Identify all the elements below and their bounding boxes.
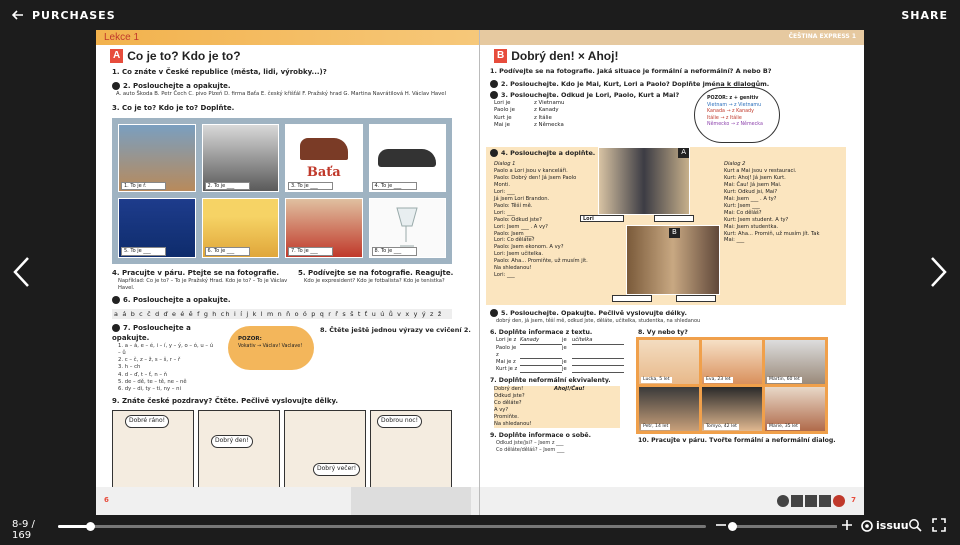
photo-b-informal [626, 225, 720, 295]
dialog-title: Dialog 2 [724, 161, 746, 168]
person-photo [765, 387, 825, 431]
page-title [494, 48, 864, 64]
cell [520, 345, 562, 359]
pozor-line: Kanada → z Kanady [707, 109, 754, 115]
exercise-2-label: 2. Poslouchejte. Kdo je Mai, Kurt, Lori a Paolo? Doplňte jména k dialogům. [501, 79, 770, 88]
page-indicator: 8-9 / 169 [12, 519, 35, 541]
speech-bubble: Dobrý den! [211, 435, 253, 447]
cell: z Vietnamu [534, 100, 565, 107]
photo-navratilova [285, 198, 363, 257]
series-label: ČEŠTINA EXPRESS 1 [788, 33, 856, 41]
listen-icon [777, 495, 789, 507]
speak-icon [833, 495, 845, 507]
cell: je [562, 345, 567, 352]
exercise-9: 9. Znáte české pozdravy? Čtěte. Pečlivě vyslovujte dělky. [112, 397, 339, 406]
person-caption: Eva, 23 let [706, 377, 731, 383]
exercise-7-line: 6. dy – di, ty – ti, ny – ni [118, 385, 181, 392]
dialog-line: Mai: ___ [724, 237, 745, 244]
grammar-icon [819, 495, 831, 507]
dialog-line: Paolo: Jsem ekonom. A vy? [494, 244, 564, 251]
search-button[interactable] [906, 518, 924, 536]
exercise-8: 8. Vy nebo ty? [638, 328, 688, 336]
dialog-line: Lori: ___ [494, 209, 515, 216]
photo-prague-castle [118, 124, 196, 193]
cell: z Itálie [534, 114, 552, 121]
exercise-5: 5. Podívejte se na fotografie. Reagujte. [298, 268, 454, 277]
dialog-line: Paolo: Dobrý den! Já jsem Paolo Monti. [494, 175, 577, 189]
cell [554, 393, 620, 400]
dialog-line: Lori: Jsem ___ . A vy? [494, 223, 548, 230]
person-photo [639, 387, 699, 431]
person-caption: Marie, 35 let [769, 424, 798, 430]
read-icon [791, 495, 803, 507]
fullscreen-icon [932, 518, 946, 532]
pozor-line: Vietnam → z Vietnamu [707, 102, 762, 108]
cell [554, 414, 620, 421]
cell [554, 421, 620, 428]
cell: je [562, 366, 567, 373]
tile-caption: 2. To je ___ [205, 182, 250, 191]
lower-right [636, 329, 850, 454]
dialog-line: Mai: Co děláš? [724, 209, 762, 216]
minus-icon [715, 519, 727, 531]
cell: Paolo je [494, 107, 515, 114]
dialog-line: Mai: Jsem studentka. [724, 223, 779, 230]
exercise-9: 9. Doplňte informace o sobě. [490, 431, 591, 439]
audio-icon [490, 91, 498, 99]
exercise-6-table [496, 337, 632, 373]
exercise-8: 8. Čtěte ještě jednou výrazy ve cvičení 2. [320, 326, 471, 335]
pozor-line: Itálie → z Itálie [707, 115, 742, 121]
exercise-6: 6. Doplňte informace z textu. [490, 328, 593, 336]
photo-crystal-glass [369, 198, 447, 257]
dialog-1 [494, 161, 594, 278]
exercise-4-box [486, 147, 846, 305]
comic-frame [284, 410, 366, 492]
exercise-5-line: dobrý den, já jsem, těší mě, odkud jste, děláte, učitelka, studentka, na shledanou [496, 318, 701, 325]
write-icon [805, 495, 817, 507]
exercise-2 [112, 82, 479, 91]
cell: Lori je z [496, 337, 517, 344]
dialog-line: Kurt: Jsem ___ [724, 202, 760, 209]
tile-caption: 4. To je ___ [372, 182, 417, 191]
exercise-4: 4. Pracujte v páru. Ptejte se na fotografie. [112, 268, 280, 277]
alphabet-strip: a á b c č d ď e é ě f g h ch i í j k l m n ň o ó p q r ř s š t ť u ú ů v x y ý z ž [112, 309, 452, 320]
cell: Ahoj!/Čau! [554, 385, 585, 392]
reader-toolbar [0, 515, 960, 545]
page-number: 6 [104, 496, 109, 505]
audio-icon [490, 149, 498, 157]
comic-frame [370, 410, 452, 492]
dialog-line: Kurt a Mai jsou v restauraci. [724, 168, 797, 175]
exercise-7-table [494, 386, 620, 428]
person-caption: Lucka, 5 let [643, 377, 670, 383]
section-badge: B [494, 49, 507, 63]
cell: Kurt je z [496, 366, 518, 373]
audio-icon [112, 296, 120, 304]
exercise-6-label: 6. Poslouchejte a opakujte. [123, 296, 231, 305]
cell: z Kanady [534, 107, 559, 114]
lesson-header [96, 30, 479, 45]
exercise-5-label: 5. Poslouchejte. Opakujte. Pečlivě vyslovujte délky. [501, 309, 687, 318]
exercise-7: 7. Doplňte neformální ekvivalenty. [490, 377, 611, 385]
lower-left [480, 329, 632, 454]
pozor-callout [228, 326, 314, 370]
dialog-line: Kurt: Ahoj! Já jsem Kurt. [724, 175, 786, 182]
exercise-7-line: 4. d – ď, t – ť, n – ň [118, 371, 168, 378]
cell [520, 359, 562, 366]
zoom-slider[interactable] [731, 525, 837, 528]
exercise-3 [490, 91, 864, 100]
cell: Mai je z [496, 359, 516, 366]
people-grid [636, 337, 828, 434]
exercise-7-label: 7. Poslouchejte a opakujte. [112, 324, 191, 342]
pozor-genitiv-callout [694, 87, 780, 143]
cell [572, 345, 624, 359]
cell: učitelka [572, 337, 624, 345]
cell: Promiňte. [494, 413, 519, 420]
exercise-1: 1. Podívejte se na fotografie. Jaká situace je formální a neformální? A nebo B? [490, 67, 772, 76]
exercise-9-line: Co děláte/děláš? – Jsem ___ [496, 446, 565, 453]
cell: Mai je [494, 122, 510, 128]
chevron-left-icon [10, 255, 34, 289]
left-page-footer [96, 487, 479, 515]
dialog-line: Kurt: Odkud jsi, Mai? [724, 189, 778, 196]
pozor-text: Vokativ → Václav! Vaclave! [238, 343, 303, 349]
issuu-logo[interactable] [861, 519, 909, 532]
exercise-5 [490, 309, 864, 318]
plus-icon [841, 519, 853, 531]
exercise-3: 3. Co je to? Kdo je to? Doplňte. [112, 104, 235, 113]
dialog-line: Paolo: Odkud jste? [494, 216, 542, 223]
tile-caption: 8. To je ___ [372, 247, 417, 256]
photo-petr-cech [118, 198, 196, 257]
exercise-7-line: 2. c – č, z – ž, s – š, r – ř [118, 357, 181, 364]
exercise-4-label: 4. Poslouchejte a doplňte. [501, 149, 596, 158]
dialog-line: Paolo a Lori jsou v kanceláři. [494, 168, 568, 175]
cell [554, 407, 620, 414]
exercise-2-items: A. auto Škoda B. Petr Čech C. pivo Plzeň D. firma Baťa E. český křišťál F. Pražský hrad G. Martina Navrátilová H. Václav Havel [116, 91, 447, 98]
exercise-3-block [480, 91, 864, 141]
section-title: Co je to? Kdo je to? [127, 49, 241, 63]
dialog-title: Dialog 1 [494, 161, 516, 168]
cell: Paolo je z [496, 345, 517, 359]
brand-label: issuu [876, 519, 909, 532]
pozor-line: Německo → z Německa [707, 122, 763, 128]
cell: Kurt je [494, 114, 512, 121]
page-number: 7 [851, 496, 856, 505]
zoom-handle[interactable] [728, 522, 737, 531]
tile-caption: 7. To je ___ [288, 247, 333, 256]
person-photo [639, 340, 699, 384]
cell: Na shledanou! [494, 420, 532, 427]
chevron-right-icon [926, 255, 950, 289]
right-page-footer [480, 487, 864, 515]
lesson-label: Lekce 1 [104, 31, 140, 43]
person-photo [702, 387, 762, 431]
greetings-comic [112, 410, 479, 492]
speech-bubble: Dobrou noc! [377, 415, 422, 427]
photo-grid [112, 118, 452, 264]
cell [520, 366, 562, 373]
cell [572, 366, 624, 373]
share-button[interactable]: SHARE [901, 8, 948, 22]
pozor-title: POZOR: [238, 336, 262, 343]
next-page-button[interactable] [926, 255, 950, 289]
back-to-purchases-button[interactable] [12, 9, 116, 22]
exercise-7-line: 5. de – dě, te – tě, ne – ně [118, 378, 187, 385]
lower-section [480, 329, 864, 454]
page-progress-slider[interactable] [58, 525, 706, 528]
cell: je [562, 337, 567, 344]
exercise-7 [112, 324, 214, 343]
cell: je [562, 359, 567, 366]
cell: Co děláte? [494, 399, 522, 406]
comic-frame [112, 410, 194, 492]
person-photo [765, 340, 825, 384]
left-page [96, 30, 480, 515]
person-caption: Petr, 14 let [643, 424, 669, 430]
tile-caption: 1. To je ř. [121, 182, 166, 191]
cell: A vy? [494, 406, 509, 413]
exercise-9-line: Odkud jste/jsi? – Jsem z ___ [496, 440, 564, 447]
right-page [480, 30, 864, 515]
dialog-line: Kurt: Jsem student. A ty? [724, 216, 789, 223]
tile-caption: 6. To je ___ [205, 247, 250, 256]
exercises-7-8 [96, 324, 479, 393]
exercise-7-line: 3. h – ch [118, 364, 141, 371]
photo-beer [202, 198, 280, 257]
exercise-5-example: Kdo je expresident? Kdo je fotbalista? Kdo je tenistka? [304, 278, 445, 285]
dialog-line: Já jsem Lori Brandon. [494, 196, 550, 202]
person-photo [702, 340, 762, 384]
magnifier-icon [908, 518, 922, 532]
speech-bubble: Dobrý večer! [313, 463, 360, 475]
arrow-left-icon [12, 10, 24, 20]
speech-bubble: Dobré ráno! [125, 415, 169, 427]
photo-label: A [678, 148, 689, 157]
cell: z Německa [534, 122, 564, 128]
cell: Odkud jste? [494, 392, 525, 399]
dialog-line: Lori: Co děláte? [494, 237, 535, 244]
dialog-line: Paolo: Jsem ___ [494, 230, 534, 237]
section-badge: A [110, 49, 123, 63]
exercise-10: 10. Pracujte v páru. Tvořte formální a neformální dialog. [638, 437, 836, 445]
section-title: Dobrý den! × Ahoj! [511, 49, 619, 63]
exercise-4-example: Například: Co je to? – To je Pražský Hrad. Kdo je to? – To je Václav Havel. [118, 278, 288, 292]
zoom-in-button[interactable] [838, 518, 856, 536]
name-tag-blank [612, 295, 652, 302]
photo-label: B [669, 228, 680, 237]
audio-icon [490, 309, 498, 317]
dialog-line: Mai: Čau! Já jsem Mai. [724, 182, 782, 189]
name-tag-blank [654, 215, 694, 222]
photo-a-formal [598, 147, 690, 215]
dialog-line: Lori: Jsem učitelka. [494, 251, 544, 258]
dialog-line: Lori: ___ [494, 271, 515, 278]
exercise-3-label: 3. Poslouchejte. Odkud je Lori, Paolo, Kurt a Mai? [501, 91, 680, 100]
previous-page-button[interactable] [10, 255, 34, 289]
fullscreen-button[interactable] [930, 518, 948, 536]
exercise-7-line: 1. a – á, e – é, i – í, y – ý, o – ó, u – ú – ů [118, 343, 214, 357]
exercise-1: 1. Co znáte v České republice (města, lidi, výrobky...)? [112, 68, 327, 77]
dialog-line: Kurt: Aha... Promiň, už musím jít. Tak [724, 230, 820, 237]
name-tag-blank [676, 295, 716, 302]
cell: Lori je [494, 100, 511, 107]
dialog-line: Mai: Jsem ___ . A ty? [724, 196, 777, 202]
magazine-spread [96, 30, 864, 515]
person-caption: Martin, 60 let [769, 377, 800, 383]
name-tag: Lori [580, 215, 624, 222]
cell [572, 359, 624, 366]
photo-skoda-car [369, 124, 447, 193]
tile-caption: 3. To je ___ [288, 182, 333, 191]
footer-shade [351, 487, 471, 515]
audio-icon [112, 82, 120, 90]
exercise-6 [112, 296, 479, 305]
dialog-line: Paolo: Aha... Promiňte, už musím jít. Na shledanou! [494, 258, 588, 272]
audio-icon [490, 80, 498, 88]
page-title [110, 48, 479, 64]
comic-frame [198, 410, 280, 492]
photo-bata: Baťa 3. To je ___ [285, 124, 363, 193]
audio-icon [112, 324, 120, 332]
dialog-line: Lori: ___ [494, 189, 515, 196]
exercises-4-5 [96, 269, 479, 292]
person-caption: Tomyo, 42 let [706, 424, 737, 430]
back-label: PURCHASES [32, 8, 116, 22]
top-bar [0, 0, 960, 30]
photo-havel [202, 124, 280, 193]
dialog-2 [724, 161, 828, 244]
footer-icons [777, 495, 845, 507]
exercise-3-table [494, 100, 864, 129]
dialog-line: Paolo: Těší mě. [494, 202, 533, 209]
cell: Dobrý den! [494, 385, 524, 392]
pozor-title: POZOR: z + genitiv [707, 96, 759, 102]
cell: Kanady [520, 337, 562, 345]
series-header [480, 30, 864, 45]
issuu-icon [861, 520, 873, 532]
exercise-2-label: 2. Poslouchejte a opakujte. [123, 81, 231, 90]
tile-caption: 5. To je ___ [121, 247, 166, 256]
cell [554, 400, 620, 407]
exercise-2 [490, 80, 864, 89]
